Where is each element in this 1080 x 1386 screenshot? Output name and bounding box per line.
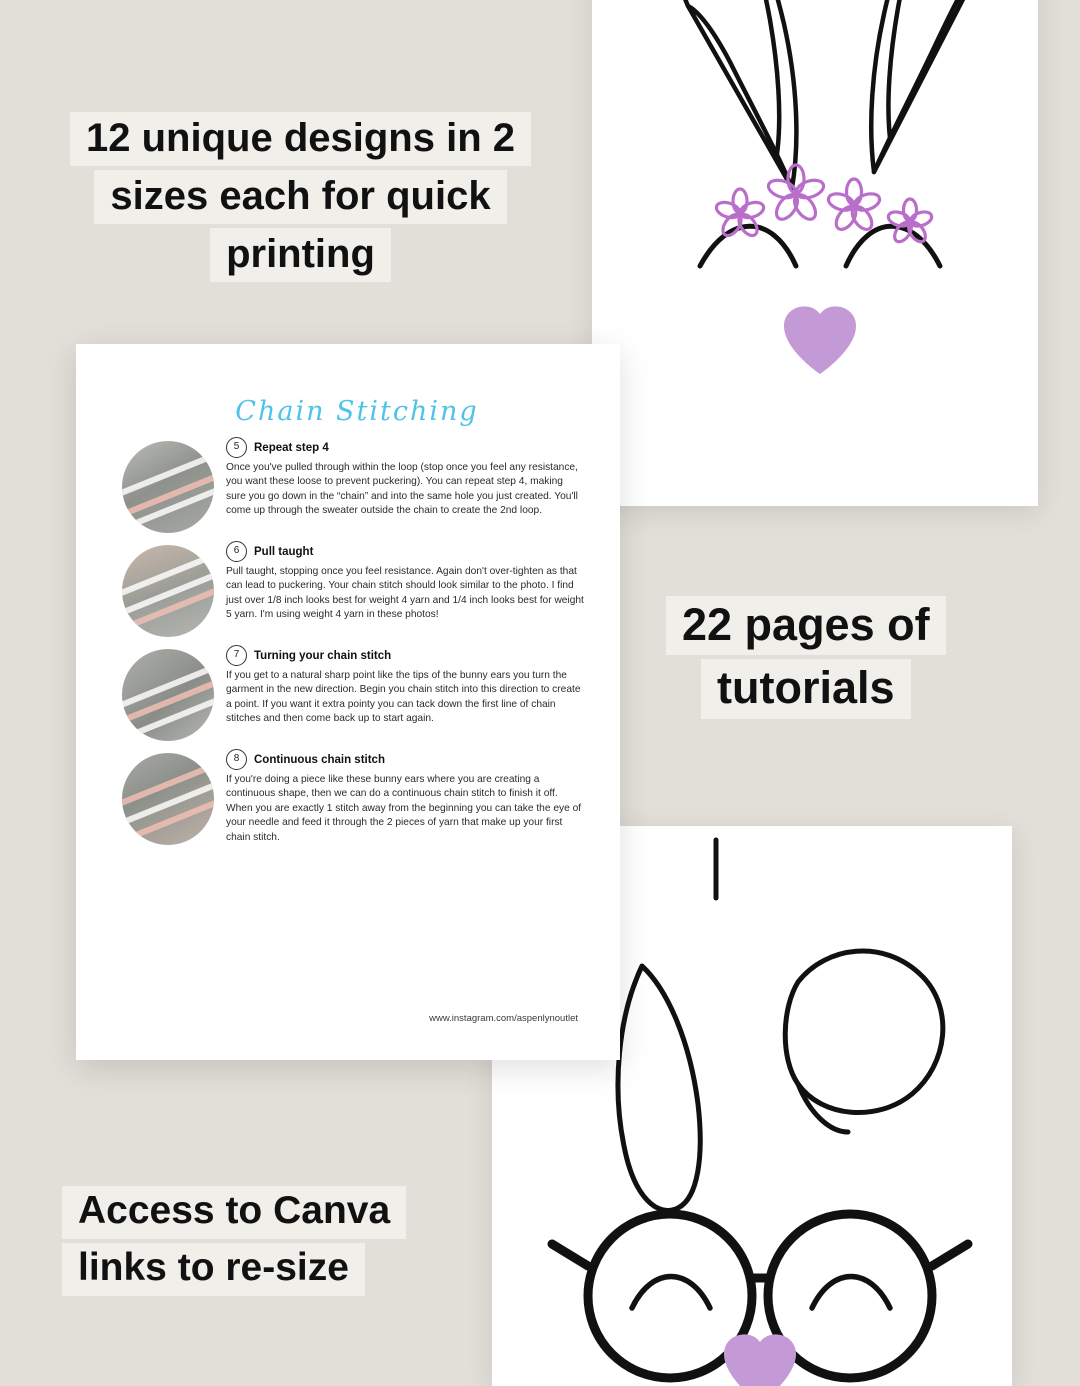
bunny-face-flower-crown-card [592, 0, 1038, 506]
tutorial-steps-list [114, 437, 600, 845]
step-number: 8 [226, 749, 247, 770]
step-description: If you get to a natural sharp point like the tips of the bunny ears you turn the garment in the new direction. Begin you chain stitch into this direction to create a point. If you want it extra pointy you can tack down the first line of chain stitches and then come back up to start again. [226, 670, 581, 725]
step-description: Pull taught, stopping once you feel resistance. Again don't over-tighten as that can lead to puckering. Your chain stitch should look similar to the photo. I find just over 1/8 inch looks best for weight 4 yarn and 1/4 inch looks best for weight 5 yarn. I'm using weight 4 yarn in these photos! [226, 566, 584, 621]
step-title: Turning your chain stitch [254, 649, 392, 662]
chain-stitch-photo-2 [122, 545, 214, 637]
list-item [122, 749, 584, 845]
chain-stitch-photo-1 [122, 441, 214, 533]
heart-nose-icon [784, 306, 856, 374]
step-title: Continuous chain stitch [254, 753, 385, 766]
step-header [226, 541, 584, 562]
flower-crown-icon [714, 165, 933, 245]
list-item [122, 645, 584, 741]
step-header [226, 749, 584, 770]
step-text [226, 541, 584, 637]
caption-line: sizes each for quick [94, 170, 506, 224]
step-number: 7 [226, 645, 247, 666]
step-title: Pull taught [254, 545, 314, 558]
step-header [226, 645, 584, 666]
caption-line: Access to Canva [62, 1186, 406, 1239]
chain-stitch-photo-3 [122, 649, 214, 741]
caption-pages [666, 596, 946, 723]
step-text [226, 437, 584, 533]
heart-nose-icon [724, 1334, 796, 1386]
step-header [226, 437, 584, 458]
caption-line: tutorials [701, 659, 911, 718]
bunny-face-flower-crown-illustration [592, 0, 1038, 506]
step-description: If you're doing a piece like these bunny ears where you are creating a continuous shape, then we can do a continuous chain stitch to finish it off. When you are exactly 1 stitch away from the beginning you can take the eye of your needle and feed it through the 2 pieces of yarn that make up your first chain stitch. [226, 774, 582, 843]
tutorial-footer-link: www.instagram.com/aspenlynoutlet [429, 1013, 578, 1024]
caption-canva [62, 1186, 406, 1300]
caption-line: 22 pages of [666, 596, 946, 655]
caption-designs [70, 112, 531, 286]
list-item [122, 437, 584, 533]
list-item [122, 541, 584, 637]
chain-stitch-photo-4 [122, 753, 214, 845]
caption-line: printing [210, 228, 391, 282]
step-number: 5 [226, 437, 247, 458]
tutorial-title: Chain Stitching [235, 396, 479, 427]
step-description: Once you've pulled through within the loop (stop once you feel any resistance, you want these loose to prevent puckering). You can repeat step 4, making sure you go down in the “chain” and into the same hole you just created. You'll come up through the sweater outside the chain to create the 2nd loop. [226, 462, 578, 517]
step-title: Repeat step 4 [254, 441, 329, 454]
step-text [226, 749, 584, 845]
step-number: 6 [226, 541, 247, 562]
caption-line: 12 unique designs in 2 [70, 112, 531, 166]
caption-line: links to re-size [62, 1243, 365, 1296]
tutorial-page-inner [114, 374, 600, 1042]
step-text [226, 645, 584, 741]
tutorial-page-card [76, 344, 620, 1060]
